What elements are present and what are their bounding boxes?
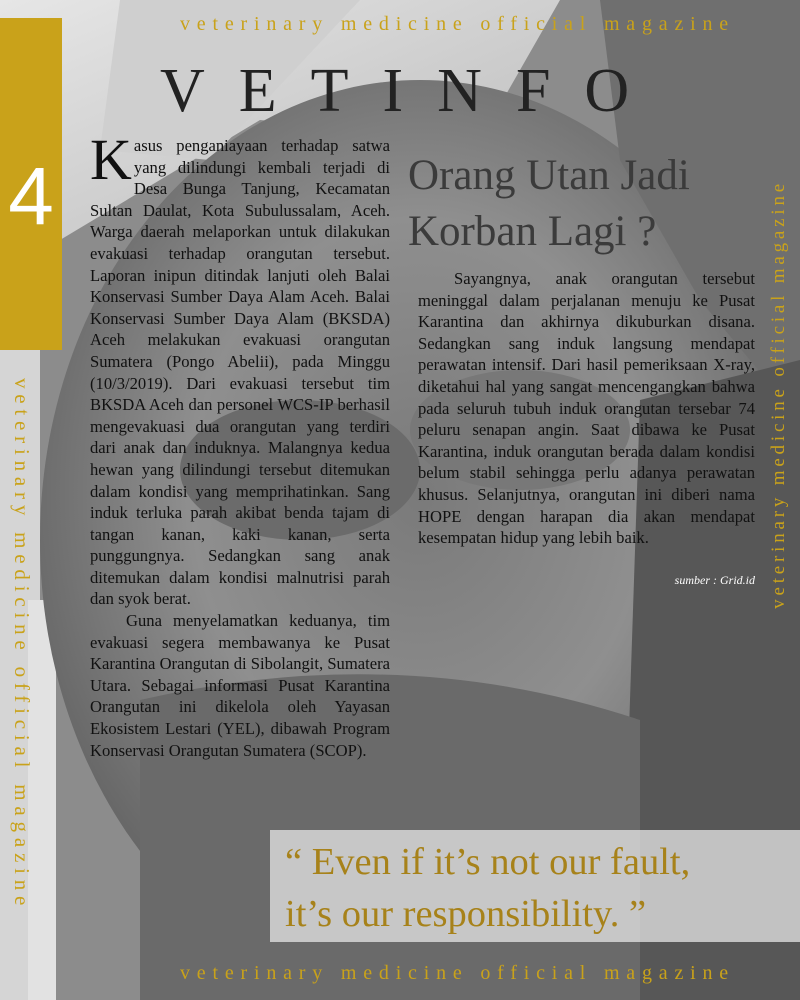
article-paragraph-2: Guna menyelamatkan keduanya, tim evakuasi segera membawanya ke Pusat Karantina Orangutan di Sibolangit, Sumatera Utara. Sebagai informasi Pusat Karantina Orangutan ini dikelola oleh Yayasan Ekosistem Lestari (YEL), dibawah Program Konservasi Orangutan Sumatera (SCOP). <box>90 611 390 760</box>
page-number-box <box>0 18 62 350</box>
article-headline: Orang Utan Jadi Korban Lagi ? <box>408 152 690 255</box>
article-paragraph-3: Sayangnya, anak orangutan tersebut meninggal dalam perjalanan menuju ke Pusat Karantina dan akhirnya dikuburkan disana. Sedangkan sang induk langsung mendapat perawatan intensif. Dari hasil pemeriksaan X-ray, diketahui hal yang sangat mencengangkan bahwa pada seluruh tubuh induk orangutan tersebar 74 peluru senapan angin. Saat dibawa ke Pusat Karantina, induk orangutan berada dalam kondisi belum stabil sehingga perlu adanya perawatan khusus. Selanjutnya, orangutan ini diberi nama HOPE dengan harapan dia akan mendapat kesempatan hidup yang lebih baik. <box>418 269 755 548</box>
article-paragraph-1 <box>90 127 390 610</box>
masthead-vertical-right: veterinary medicine official magazine <box>768 180 789 609</box>
pull-quote-line-2: it’s our responsibility. ” <box>285 893 647 935</box>
page-number: 4 <box>8 151 54 242</box>
drop-cap: K <box>90 127 132 192</box>
source-credit: sumber : Grid.id <box>674 573 755 587</box>
pull-quote <box>285 836 800 940</box>
magazine-title: VETINFO <box>160 57 664 125</box>
article-paragraph-1-text: asus penganiayaan terhadap satwa yang dilindungi kembali terjadi di Desa Bunga Tanjung, Kecamatan Sultan Daulat, Kota Subulussalam, Aceh. Warga daerah melaporkan untuk dilakukan evakuasi terhadap orangutan tersebut. Laporan inipun ditindak lanjuti oleh Balai Konservasi Sumber Daya Alam Aceh. Balai Konservasi Sumber Daya Alam (BKSDA) Aceh melakukan evakuasi orangutan Sumatera (Pongo Abelii), pada Minggu (10/3/2019). Dari evakuasi tersebut tim BKSDA Aceh dan personel WCS-IP berhasil mengevakuasi dua orangutan yang terdiri dari anak dan induknya. Malangnya kedua hewan yang dilindungi tersebut ditemukan dalam kondisi yang memprihatinkan. Sang induk terluka parah akibat benda tajam di tangan kanan, kaki kanan, serta punggungnya. Sedangkan sang anak ditemukan dalam kondisi malnutrisi parah dan syok berat. <box>90 136 390 609</box>
masthead-top: veterinary medicine official magazine <box>180 13 735 35</box>
article-left-column <box>90 127 390 761</box>
article-right-column <box>418 268 755 549</box>
masthead-bottom: veterinary medicine official magazine <box>180 962 735 984</box>
pull-quote-line-1: “ Even if it’s not our fault, <box>285 841 691 883</box>
masthead-vertical-left: veterinary medicine official magazine <box>10 378 34 912</box>
